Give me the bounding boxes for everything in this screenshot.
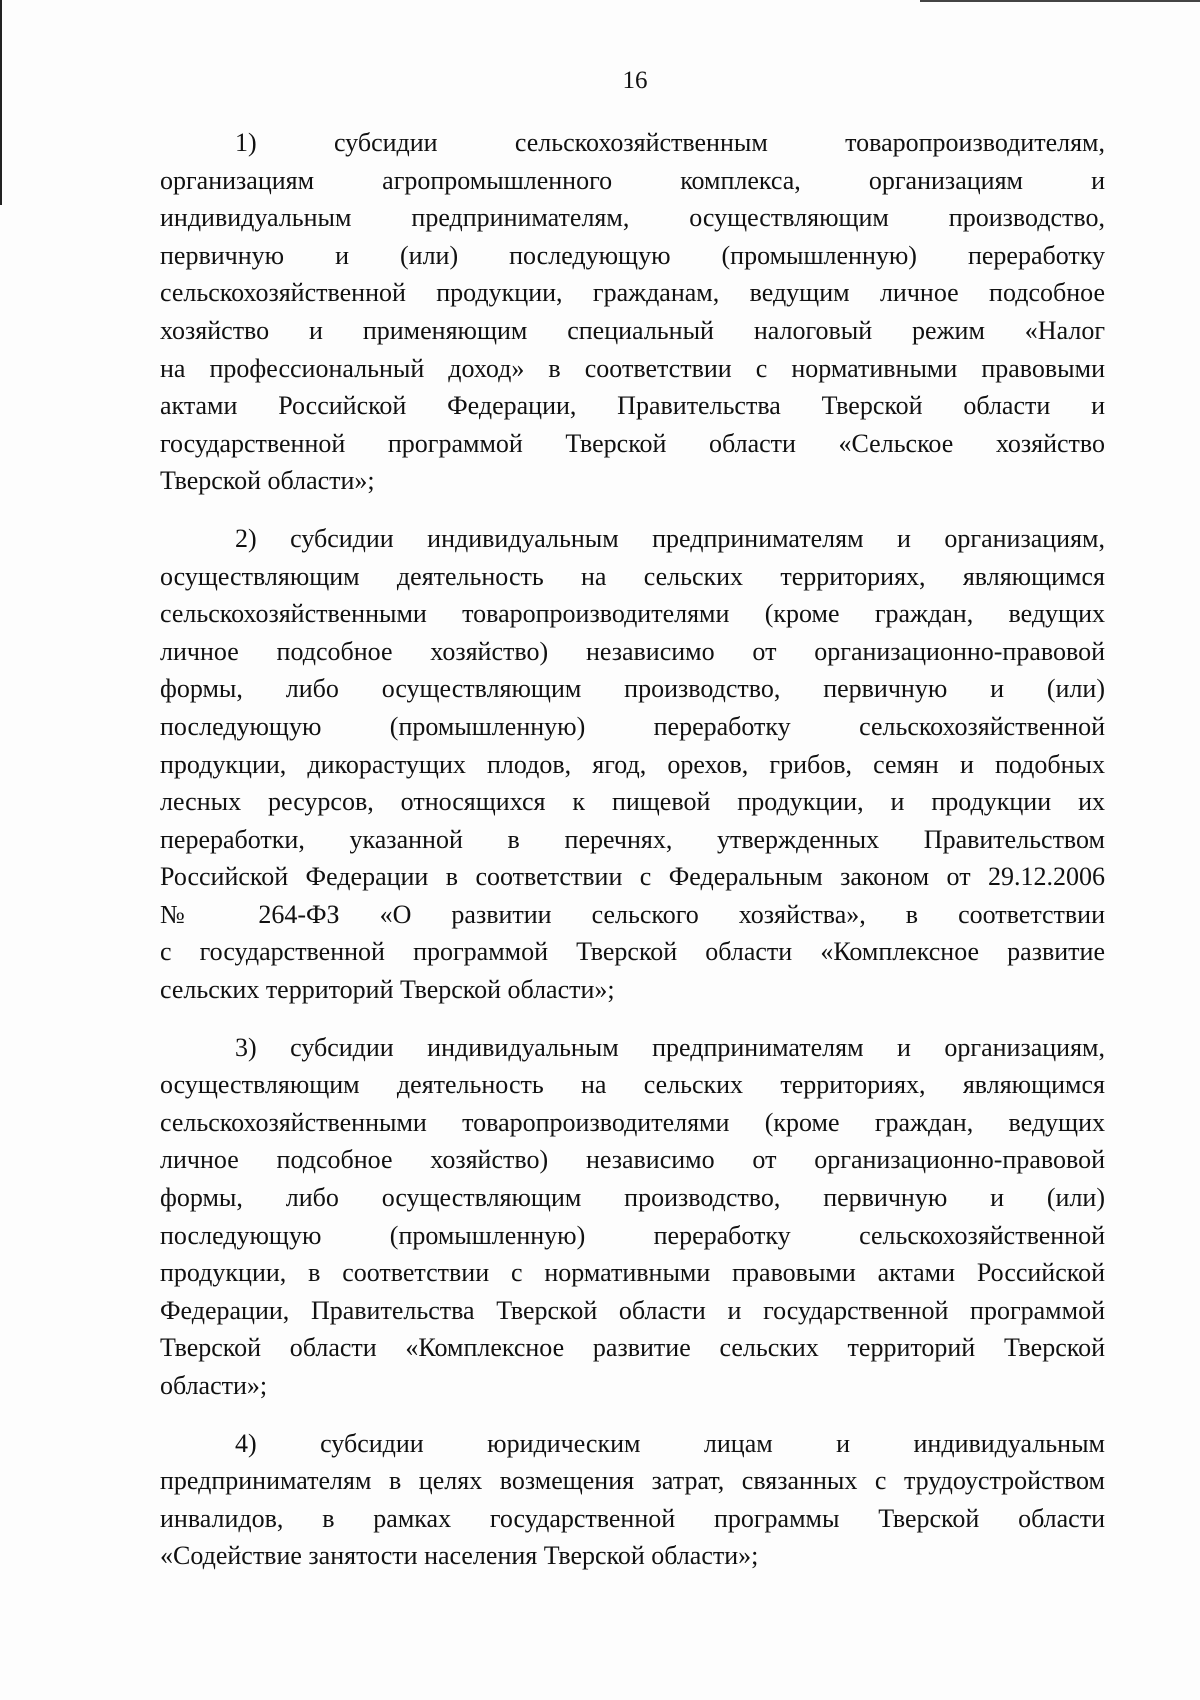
text-line: формы, либо осуществляющим производство, первичную и (или) [160, 1183, 1105, 1213]
text-line: сельских территорий Тверской области»; [160, 975, 615, 1005]
paragraph-3 [160, 1029, 1105, 1405]
text-line: 2) субсидии индивидуальным предпринимателям и организациям, [235, 523, 1105, 553]
text-line: сельскохозяйственной продукции, гражданам, ведущим личное подсобное [160, 278, 1105, 308]
text-line: актами Российской Федерации, Правительства Тверской области и [160, 391, 1105, 421]
paragraph-1 [160, 124, 1105, 500]
text-line: организациям агропромышленного комплекса, организациям и [160, 165, 1105, 195]
text-line: осуществляющим деятельность на сельских территориях, являющимся [160, 561, 1105, 591]
scan-edge-top [920, 0, 1200, 2]
text-line: Тверской области «Комплексное развитие сельских территорий Тверской [160, 1333, 1105, 1363]
text-line: области»; [160, 1371, 268, 1400]
text-line: последующую (промышленную) переработку сельскохозяйственной [160, 711, 1105, 741]
text-line: индивидуальным предпринимателям, осуществляющим производство, [160, 203, 1105, 233]
text-line: Федерации, Правительства Тверской области и государственной программой [160, 1295, 1105, 1325]
text-line: с государственной программой Тверской области «Комплексное развитие [160, 937, 1105, 967]
text-line: личное подсобное хозяйство) независимо от организационно-правовой [160, 636, 1105, 666]
document-body [160, 124, 1105, 1595]
text-line: на профессиональный доход» в соответствии с нормативными правовыми [160, 353, 1105, 383]
text-line: последующую (промышленную) переработку сельскохозяйственной [160, 1220, 1105, 1250]
scan-edge-left [0, 0, 2, 205]
text-line: продукции, дикорастущих плодов, ягод, орехов, грибов, семян и подобных [160, 749, 1105, 779]
text-line: осуществляющим деятельность на сельских территориях, являющимся [160, 1070, 1105, 1100]
text-line: 4) субсидии юридическим лицам и индивидуальным [235, 1428, 1105, 1458]
text-line: сельскохозяйственными товаропроизводителями (кроме граждан, ведущих [160, 599, 1105, 629]
text-line: продукции, в соответствии с нормативными правовыми актами Российской [160, 1258, 1105, 1288]
text-line: предпринимателям в целях возмещения затрат, связанных с трудоустройством [160, 1466, 1105, 1496]
text-line: инвалидов, в рамках государственной программы Тверской области [160, 1503, 1105, 1533]
text-line: «Содействие занятости населения Тверской области»; [160, 1541, 759, 1571]
text-line: 1) субсидии сельскохозяйственным товаропроизводителям, [235, 128, 1105, 157]
text-line: первичную и (или) последующую (промышленную) переработку [160, 240, 1105, 270]
text-line: хозяйство и применяющим специальный налоговый режим «Налог [160, 315, 1105, 345]
text-line: личное подсобное хозяйство) независимо от организационно-правовой [160, 1145, 1105, 1175]
text-line: формы, либо осуществляющим производство, первичную и (или) [160, 674, 1105, 704]
text-line: Тверской области»; [160, 466, 375, 496]
paragraph-2 [160, 520, 1105, 1009]
text-line: переработки, указанной в перечнях, утвержденных Правительством [160, 824, 1105, 854]
text-line: 3) субсидии индивидуальным предпринимателям и организациям, [235, 1032, 1105, 1062]
text-line: государственной программой Тверской области «Сельское хозяйство [160, 428, 1105, 458]
paragraph-4 [160, 1425, 1105, 1575]
text-line: № 264-ФЗ «О развитии сельского хозяйства», в соответствии [160, 899, 1105, 929]
text-line: сельскохозяйственными товаропроизводителями (кроме граждан, ведущих [160, 1107, 1105, 1137]
text-line: Российской Федерации в соответствии с Федеральным законом от 29.12.2006 [160, 862, 1105, 892]
text-line: лесных ресурсов, относящихся к пищевой продукции, и продукции их [160, 787, 1105, 817]
page-number: 16 [622, 67, 648, 94]
